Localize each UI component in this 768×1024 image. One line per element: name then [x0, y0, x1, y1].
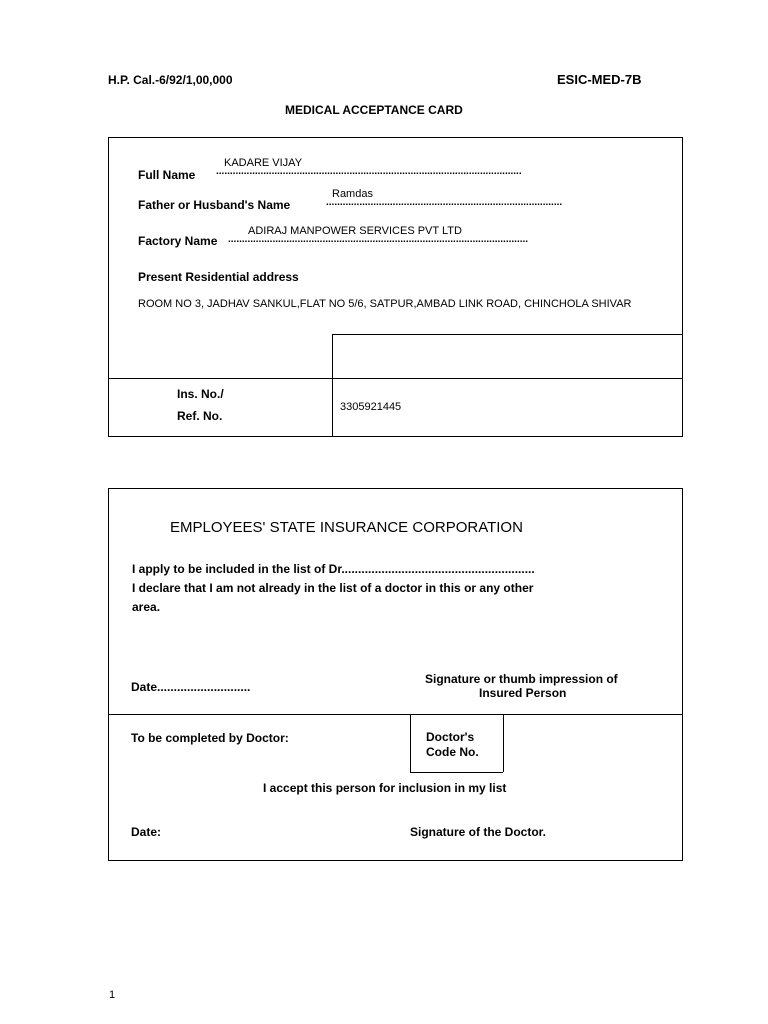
factory-name-value: ADIRAJ MANPOWER SERVICES PVT LTD — [248, 225, 462, 237]
doctor-code-right-border — [503, 714, 504, 772]
date-field: Date............................ — [131, 680, 251, 694]
doctor-code-left-border — [410, 714, 411, 772]
doctor-code-label-1: Doctor's — [426, 730, 475, 744]
card-row-divider — [108, 378, 683, 379]
doctor-section-divider — [108, 714, 683, 715]
doctor-code-label-2: Code No. — [426, 745, 479, 759]
signature-label-2: Insured Person — [479, 686, 567, 700]
page-title: MEDICAL ACCEPTANCE CARD — [285, 103, 463, 117]
esic-title: EMPLOYEES' STATE INSURANCE CORPORATION — [170, 519, 523, 536]
doctor-code-bottom-border — [410, 772, 503, 773]
ref-no-label: Ref. No. — [177, 409, 223, 423]
father-name-label: Father or Husband's Name — [138, 198, 291, 212]
declare-line-1: I declare that I am not already in the list of a doctor in this or any other — [132, 581, 534, 595]
factory-name-dots: ............................................................................................................ — [228, 234, 529, 245]
doctor-signature-label: Signature of the Doctor. — [410, 825, 547, 839]
father-name-dots: ..................................................................................... — [326, 197, 563, 208]
accept-statement: I accept this person for inclusion in my list — [263, 781, 507, 795]
address-value: ROOM NO 3, JADHAV SANKUL,FLAT NO 5/6, SATPUR,AMBAD LINK ROAD, CHINCHOLA SHIVAR — [138, 298, 632, 310]
full-name-label: Full Name — [138, 168, 196, 182]
signature-label-1: Signature or thumb impression of — [425, 672, 618, 686]
doctor-date-label: Date: — [131, 825, 162, 839]
form-number: ESIC-MED-7B — [557, 72, 642, 87]
full-name-value: KADARE VIJAY — [224, 157, 303, 169]
factory-name-label: Factory Name — [138, 234, 218, 248]
father-name-value: Ramdas — [332, 188, 373, 200]
ins-no-value: 3305921445 — [340, 401, 402, 413]
card-column-divider — [332, 334, 333, 437]
page-number: 1 — [109, 989, 116, 1001]
address-label: Present Residential address — [138, 270, 299, 284]
to-be-completed-label: To be completed by Doctor: — [131, 731, 289, 745]
card-inner-divider — [332, 334, 683, 335]
apply-line: I apply to be included in the list of Dr.......................................................... — [132, 562, 535, 576]
ins-no-label: Ins. No./ — [177, 387, 224, 401]
full-name-dots: .............................................................................................................. — [216, 166, 522, 177]
declare-line-2: area. — [132, 600, 161, 614]
form-code: H.P. Cal.-6/92/1,00,000 — [108, 73, 233, 87]
